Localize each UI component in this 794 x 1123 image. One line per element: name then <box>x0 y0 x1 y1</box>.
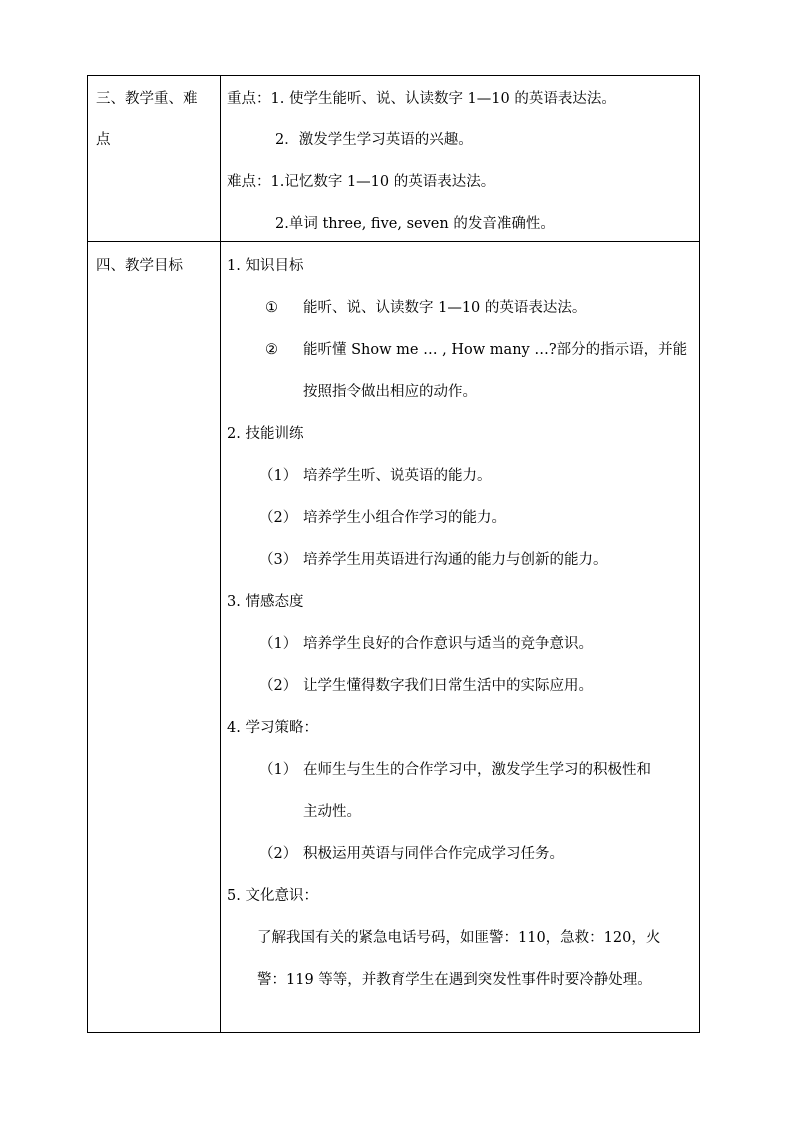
list-item: 培养学生小组合作学习的能力。 <box>303 510 506 526</box>
row-label-line2: 点 <box>96 132 111 148</box>
section-heading: 2. 技能训练 <box>227 426 304 442</box>
list-marker: （2） <box>259 510 298 526</box>
list-marker: （2） <box>259 678 298 694</box>
list-item: 能听、说、认读数字 1—10 的英语表达法。 <box>303 300 587 316</box>
row-label-cell <box>88 242 220 1032</box>
list-marker: ① <box>265 300 278 316</box>
section-heading: 5. 文化意识： <box>227 888 318 904</box>
difficulty-line: 2.单词 three, five, seven 的发音准确性。 <box>275 216 555 232</box>
row-label-cell <box>88 76 220 241</box>
list-marker: （1） <box>259 468 298 484</box>
lesson-plan-table <box>87 75 700 1033</box>
row-label: 四、教学目标 <box>96 258 183 274</box>
list-marker: ② <box>265 342 278 358</box>
row-label-line1: 三、教学重、难 <box>96 91 198 107</box>
list-marker: （1） <box>259 762 298 778</box>
list-item: 培养学生听、说英语的能力。 <box>303 468 492 484</box>
list-item: 让学生懂得数字我们日常生活中的实际应用。 <box>303 678 593 694</box>
section-heading: 3. 情感态度 <box>227 594 304 610</box>
row-content-cell <box>221 242 699 1032</box>
section-heading: 1. 知识目标 <box>227 258 304 274</box>
key-point-line: 2．激发学生学习英语的兴趣。 <box>275 132 473 148</box>
difficulty-line: 难点：1.记忆数字 1—10 的英语表达法。 <box>227 174 496 190</box>
list-item-continuation: 主动性。 <box>303 804 361 820</box>
list-item: 能听懂 Show me … , How many …?部分的指示语，并能 <box>303 342 688 358</box>
table-row-key-points <box>88 76 699 242</box>
paragraph-line: 警：119 等等，并教育学生在遇到突发性事件时要冷静处理。 <box>257 972 652 988</box>
list-marker: （2） <box>259 846 298 862</box>
section-heading: 4. 学习策略： <box>227 720 318 736</box>
paragraph-line: 了解我国有关的紧急电话号码，如匪警：110，急救：120，火 <box>257 930 661 946</box>
row-content-cell <box>221 76 699 241</box>
list-item: 积极运用英语与同伴合作完成学习任务。 <box>303 846 564 862</box>
list-marker: （1） <box>259 636 298 652</box>
list-marker: （3） <box>259 552 298 568</box>
list-item: 在师生与生生的合作学习中，激发学生学习的积极性和 <box>303 762 651 778</box>
table-row-objectives <box>88 242 699 1032</box>
list-item: 培养学生良好的合作意识与适当的竞争意识。 <box>303 636 593 652</box>
key-point-line: 重点：1. 使学生能听、说、认读数字 1—10 的英语表达法。 <box>227 91 616 107</box>
list-item-continuation: 按照指令做出相应的动作。 <box>303 384 477 400</box>
list-item: 培养学生用英语进行沟通的能力与创新的能力。 <box>303 552 608 568</box>
